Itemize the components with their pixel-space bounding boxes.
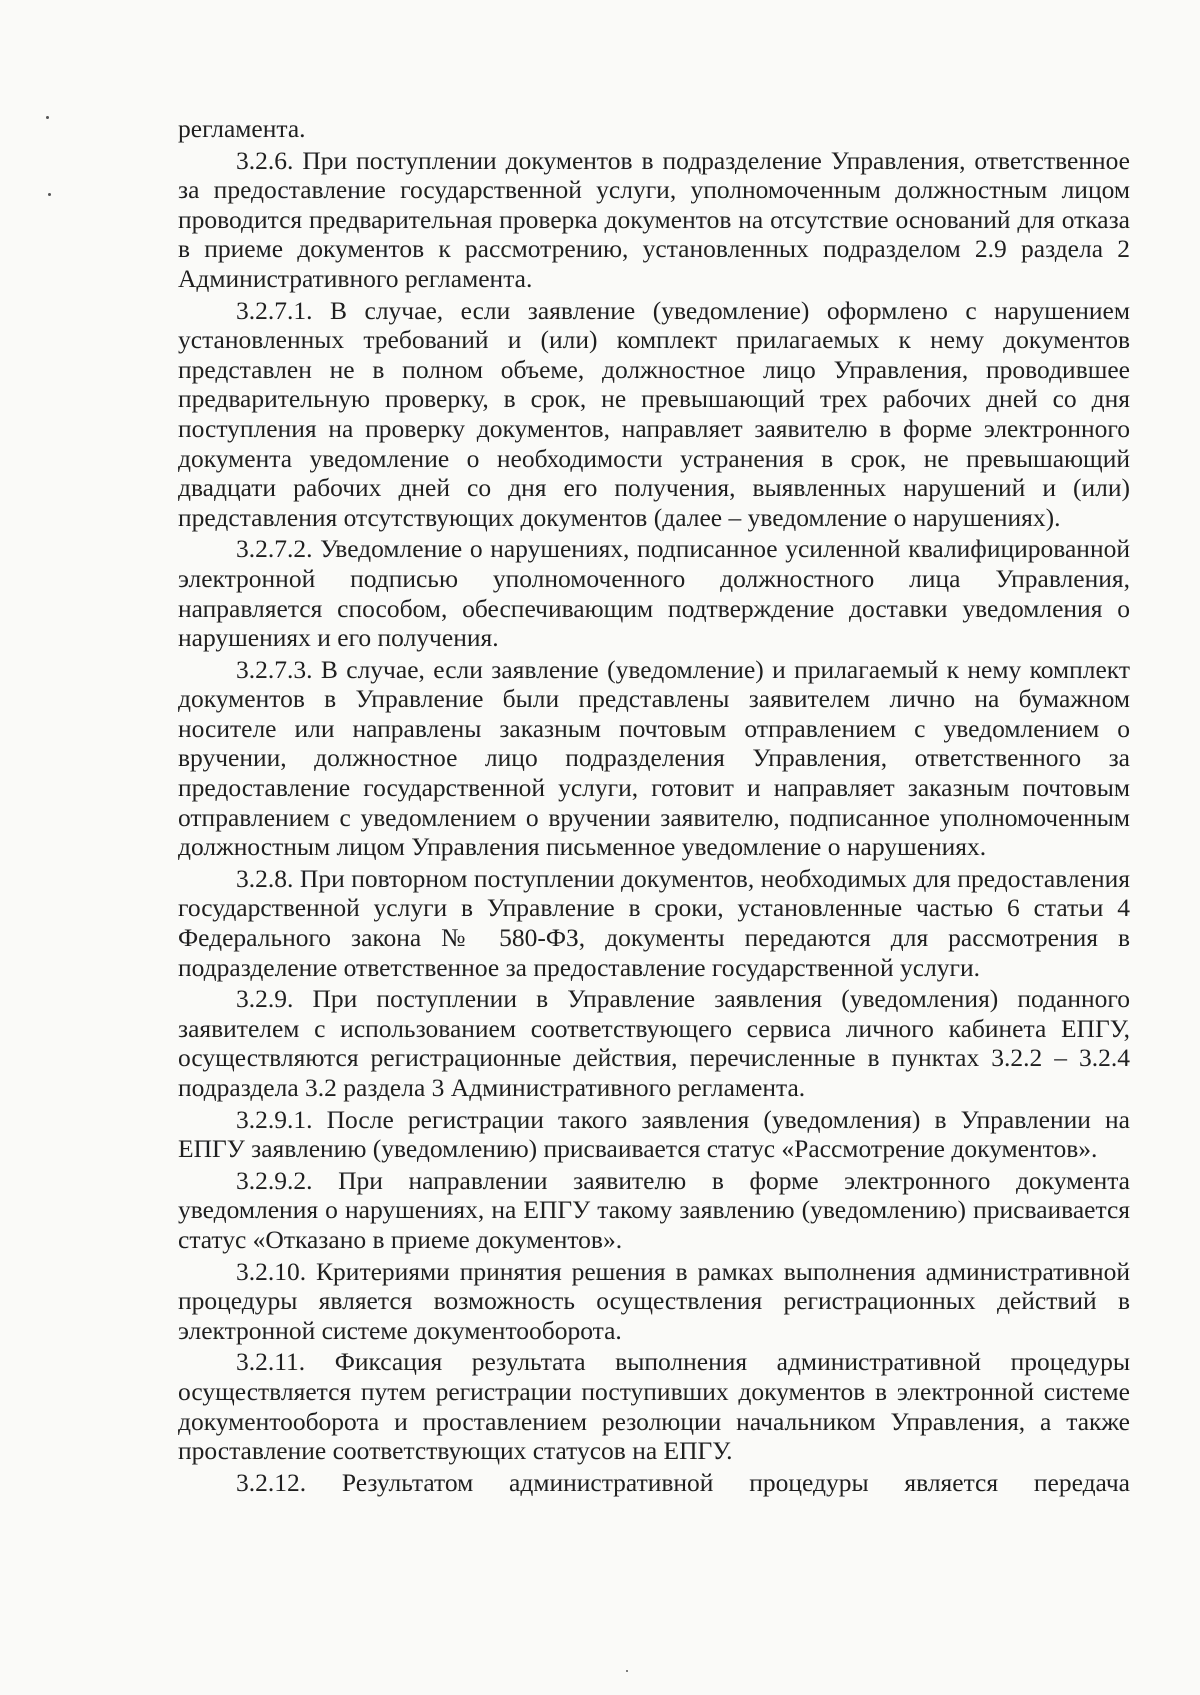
- paragraph-3-2-12: 3.2.12. Результатом административной процедуры является передача: [236, 1467, 1130, 1497]
- paragraph-continuation: регламента.: [178, 114, 306, 143]
- paragraph-3-2-6: 3.2.6. При поступлении документов в подразделение Управления, ответственное за предоставление государственной услуги, уполномоченным должностным лицом проводится предварительная проверка документов на отсутствие оснований для отказа в приеме документов к рассмотрению, установленных подразделом 2.9 раздела 2 Административного регламента.: [178, 145, 1130, 293]
- scan-speck: [626, 1670, 628, 1672]
- paragraph-3-2-7-3: 3.2.7.3. В случае, если заявление (уведомление) и прилагаемый к нему комплект документов в Управление были представлены заявителем лично на бумажном носителе или направлены заказным почтовым отправлением с уведомлением о вручении, должностное лицо подразделения Управления, ответственного за предоставление государственной услуги, готовит и направляет заказным почтовым отправлением с уведомлением о вручении заявителю, подписанное уполномоченным должностным лицом Управления письменное уведомление о нарушениях.: [178, 654, 1130, 862]
- paragraph-3-2-8: 3.2.8. При повторном поступлении документов, необходимых для предоставления государственной услуги в Управление в сроки, установленные частью 6 статьи 4 Федерального закона № 580-ФЗ, документы передаются для рассмотрения в подразделение ответственное за предоставление государственной услуги.: [178, 863, 1130, 982]
- paragraph-3-2-11: 3.2.11. Фиксация результата выполнения административной процедуры осуществляется путем регистрации поступивших документов в электронной системе документооборота и проставлением резолюции начальником Управления, а также проставление соответствующих статусов на ЕПГУ.: [178, 1347, 1130, 1466]
- paragraph-3-2-7-2: 3.2.7.2. Уведомление о нарушениях, подписанное усиленной квалифицированной электронной подписью уполномоченного должностного лица Управления, направляется способом, обеспечивающим подтверждение доставки уведомления о нарушениях и его получения.: [178, 534, 1130, 653]
- scan-speck: [48, 193, 51, 196]
- paragraph-3-2-9: 3.2.9. При поступлении в Управление заявления (уведомления) поданного заявителем с использованием соответствующего сервиса личного кабинета ЕПГУ, осуществляются регистрационные действия, перечисленные в пунктах 3.2.2 – 3.2.4 подраздела 3.2 раздела 3 Административного регламента.: [178, 984, 1130, 1102]
- paragraph-3-2-7-1: 3.2.7.1. В случае, если заявление (уведомление) оформлено с нарушением установленных требований и (или) комплект прилагаемых к нему документов представлен не в полном объеме, должностное лицо Управления, проводившее предварительную проверку, в срок, не превышающий трех рабочих дней со дня поступления на проверку документов, направляет заявителю в форме электронного документа уведомление о необходимости устранения в срок, не превышающий двадцати рабочих дней со дня его получения, выявленных нарушений и (или) представления отсутствующих документов (далее – уведомление о нарушениях).: [178, 295, 1130, 532]
- scan-speck: [46, 116, 49, 119]
- paragraph-3-2-9-2: 3.2.9.2. При направлении заявителю в форме электронного документа уведомления о нарушениях, на ЕПГУ такому заявлению (уведомлению) присваивается статус «Отказано в приеме документов».: [178, 1165, 1130, 1254]
- paragraph-3-2-9-1: 3.2.9.1. После регистрации такого заявления (уведомления) в Управлении на ЕПГУ заявлению (уведомлению) присваивается статус «Рассмотрение документов».: [178, 1104, 1130, 1164]
- paragraph-3-2-10: 3.2.10. Критериями принятия решения в рамках выполнения административной процедуры является возможность осуществления регистрационных действий в электронной системе документооборота.: [178, 1256, 1130, 1345]
